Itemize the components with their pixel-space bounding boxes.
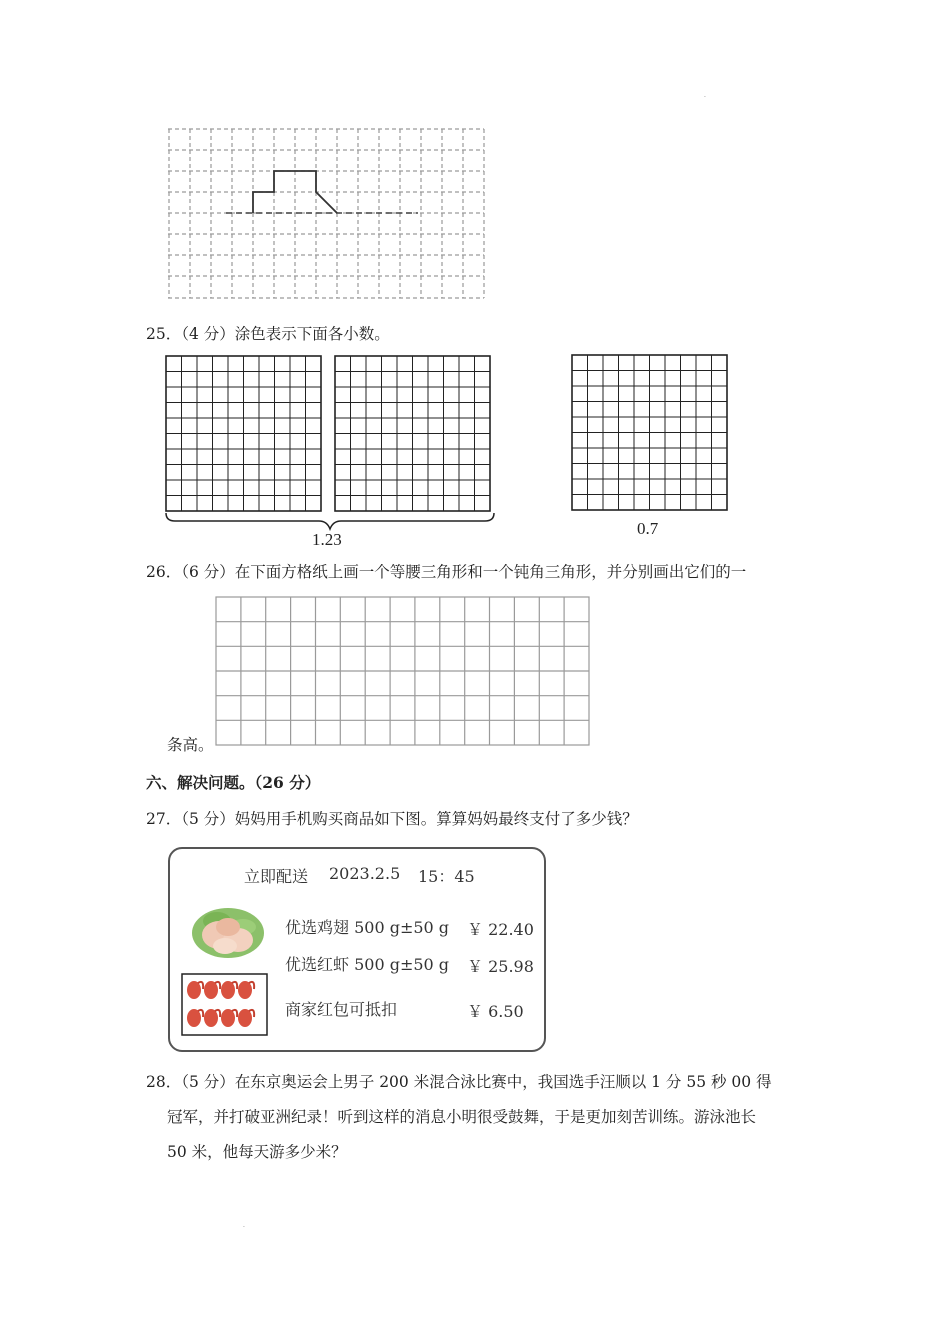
receipt-item-3-price: ￥ 6.50 [467, 1002, 524, 1021]
receipt-item-1-price: ￥ 22.40 [467, 920, 534, 939]
red-shrimp-image [181, 973, 269, 1037]
question-28-line-1: 28．（5 分）在东京奥运会上男子 200 米混合泳比赛中，我国选手汪顺以 1 分 55 秒 00 得 [146, 1073, 772, 1091]
question-26-tail: 条高。 [167, 736, 214, 754]
hundred-grid-2 [334, 355, 494, 513]
decimal-label-0-7: 0.7 [637, 519, 659, 538]
page-mark: · [704, 94, 706, 101]
page-mark-bottom: · [243, 1224, 245, 1231]
question-25-text: 25．（4 分）涂色表示下面各小数。 [146, 325, 390, 343]
section-6-title: 六、解决问题。（26 分） [146, 773, 321, 792]
question-26-text: 26．（6 分）在下面方格纸上画一个等腰三角形和一个钝角三角形，并分别画出它们的一 [146, 563, 747, 581]
receipt-item-1-name: 优选鸡翅 500 g±50 g [285, 918, 450, 937]
receipt-time: 15：45 [418, 867, 475, 886]
hundred-grid-1 [165, 355, 325, 513]
receipt-delivery-label: 立即配送 [244, 867, 309, 886]
decimal-label-1-23: 1.23 [312, 530, 342, 549]
receipt-item-3-name: 商家红包可抵扣 [285, 1000, 398, 1019]
receipt-item-2-name: 优选红虾 500 g±50 g [285, 955, 450, 974]
receipt-item-2-price: ￥ 25.98 [467, 957, 534, 976]
chicken-wings-image [189, 897, 267, 965]
question-28-line-2: 冠军，并打破亚洲纪录！听到这样的消息小明很受鼓舞，于是更加刻苦训练。游泳池长 [167, 1108, 757, 1126]
receipt-date: 2023.2.5 [329, 864, 401, 883]
question-28-line-3: 50 米，他每天游多少米？ [167, 1143, 347, 1161]
brace-under-grids [163, 510, 497, 532]
drawing-grid [214, 595, 592, 748]
hundred-grid-3 [571, 354, 731, 512]
question-27-text: 27．（5 分）妈妈用手机购买商品如下图。算算妈妈最终支付了多少钱？ [146, 810, 638, 828]
symmetry-grid-figure [166, 126, 488, 304]
